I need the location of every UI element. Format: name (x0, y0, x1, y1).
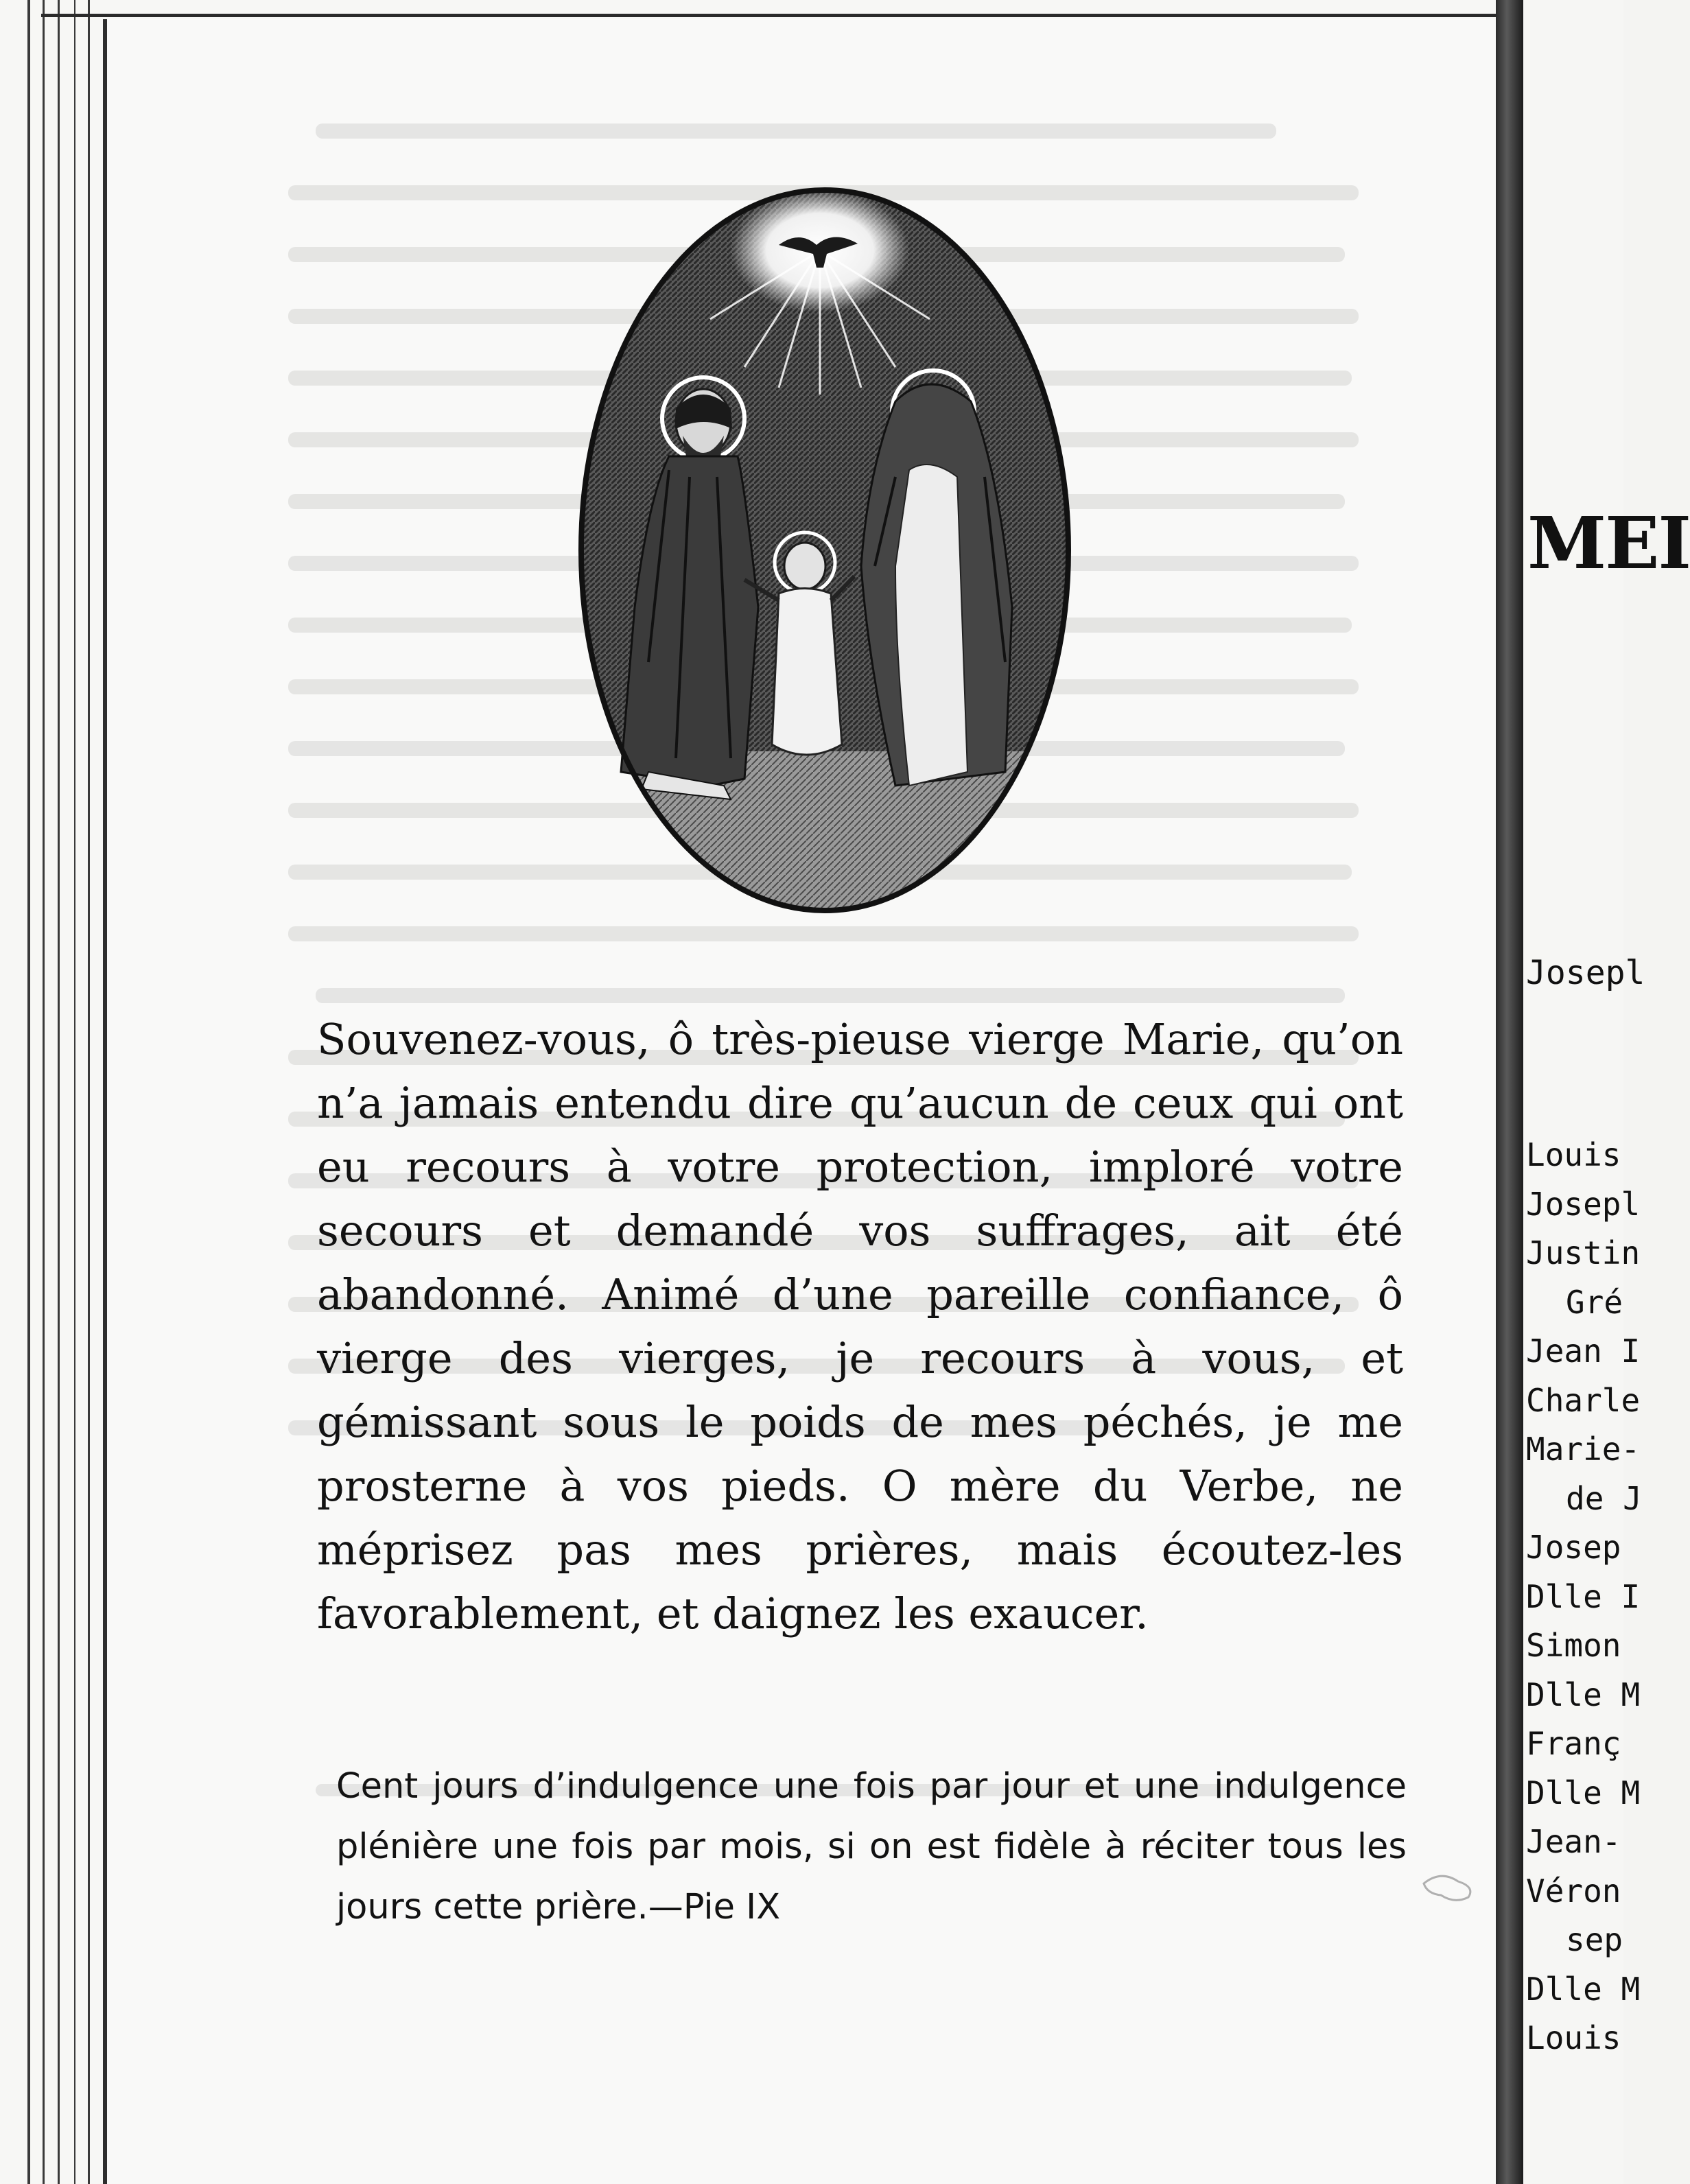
list-item: Dlle M (1526, 1676, 1641, 1713)
list-item: de J (1566, 1479, 1642, 1517)
list-item: Josep (1526, 1529, 1621, 1566)
list-item: Dlle M (1526, 1774, 1641, 1811)
list-item: Marie- (1526, 1431, 1641, 1468)
list-item: Louis (1526, 2019, 1621, 2056)
list-item: Jean I (1526, 1332, 1641, 1370)
page-edge (27, 0, 30, 2184)
list-item: Charle (1526, 1381, 1641, 1419)
list-item: Dlle M (1526, 1970, 1641, 2008)
book-gutter (1496, 0, 1523, 2184)
indulgence-note: Cent jours d’indulgence une fois par jour et une indulgence plénière une fois par mois, si on est fidèle à réciter tous les jours cette prière.—Pie IX (336, 1766, 1407, 1927)
page-top-edge (41, 14, 1496, 17)
page-edge (43, 0, 45, 2184)
ink-stain (1420, 1866, 1482, 1907)
list-item: Véron (1526, 1872, 1621, 1910)
right-page-first-line: Josepl (1526, 954, 1645, 992)
list-item: Dlle I (1526, 1577, 1641, 1615)
list-item: Josepl (1526, 1185, 1641, 1223)
list-item: sep (1566, 1921, 1623, 1958)
list-item: Louis (1526, 1136, 1621, 1173)
page-edge (88, 0, 90, 2184)
holy-family-engraving (573, 182, 1077, 919)
page-edge (74, 0, 75, 2184)
right-page-name-list (1526, 1131, 1642, 2063)
list-item: Franç (1526, 1725, 1621, 1762)
page-edge (58, 0, 60, 2184)
right-page-fragment (1523, 0, 1690, 2184)
list-item: Simon (1526, 1627, 1621, 1664)
prayer-text: Souvenez-vous, ô très-pieuse vierge Marie, qu’on n’a jamais entendu dire qu’aucun de ceux qui ont eu recours à votre protection, imploré votre secours et demandé vos suffrages, ait été abandonné. Animé d’une pareille confiance, ô vierge des vierges, je recours à vous, et gémissant sous le poids de mes péchés, je me prosterne à vos pieds. O mère du Verbe, ne méprisez pas mes prières, mais écoutez-les favorablement, et daignez les exaucer. (317, 1014, 1403, 1639)
list-item: Justin (1526, 1234, 1641, 1271)
list-item: Jean- (1526, 1823, 1621, 1860)
right-page-heading: MEI (1527, 501, 1690, 585)
list-item: Gré (1566, 1283, 1623, 1321)
